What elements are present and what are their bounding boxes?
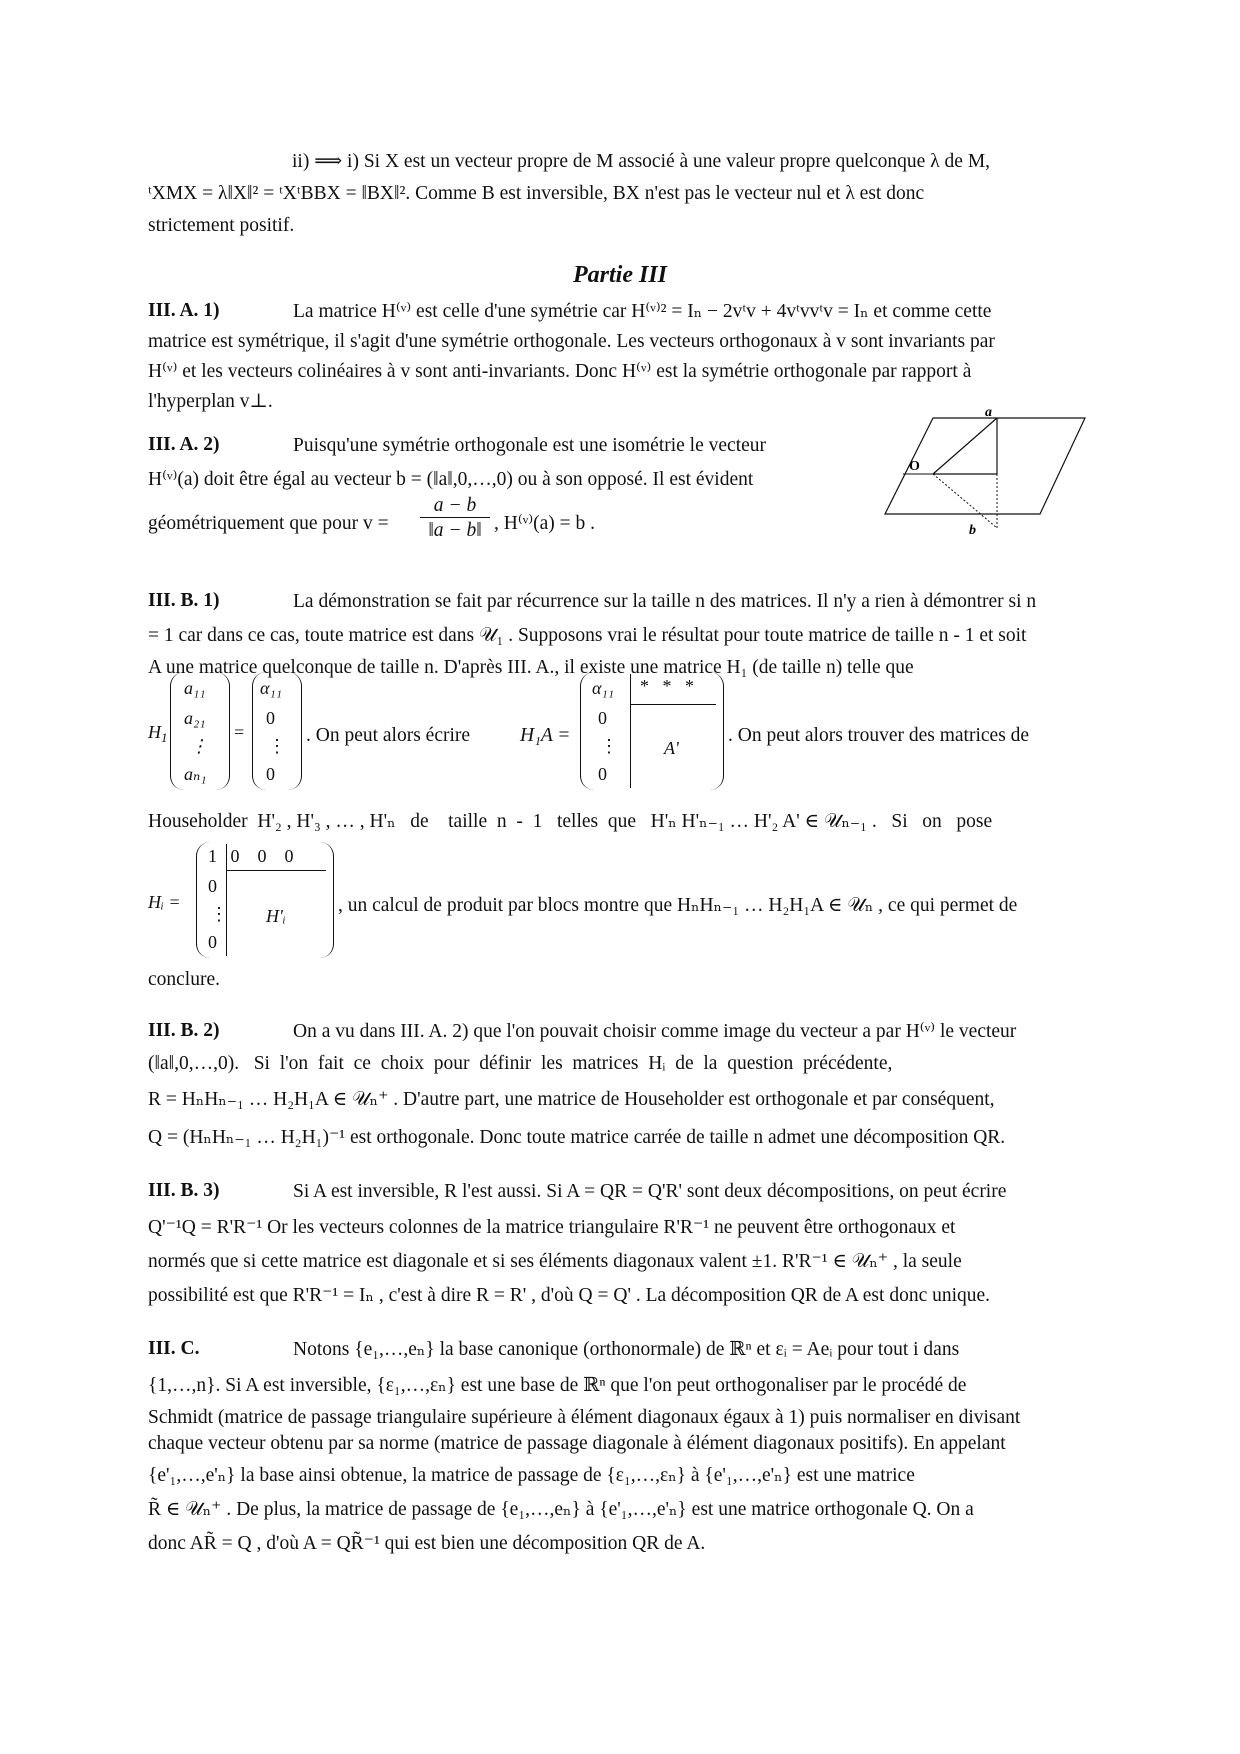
iiib1-conclude: conclure. (148, 969, 221, 990)
iiib1-line-3: A une matrice quelconque de taille n. D'après III. A., il existe une matrice H₁ (de taille n) telle que (148, 657, 914, 678)
h-prime-i-block: H'ᵢ (266, 906, 286, 926)
hi-first-row: 1 0 0 0 (208, 846, 294, 866)
an1-cell: aₙ₁ (184, 764, 207, 784)
frac-numerator: a − b (420, 495, 490, 518)
iiia1-line-4: l'hyperplan v⊥. (148, 391, 273, 412)
zero-cell: 0 (598, 708, 607, 728)
block-divider-vertical (630, 674, 631, 788)
iiia2-line-3b: , H⁽ᵛ⁾(a) = b . (494, 513, 596, 534)
a21-cell: a₂₁ (184, 708, 206, 728)
alpha11-cell: α₁₁ (260, 678, 282, 698)
label-o: O (909, 459, 920, 474)
iiia2-line-2: H⁽ᵛ⁾(a) doit être égal au vecteur b = (‖a‖,0,…,0) ou à son opposé. Il est évident (148, 469, 754, 490)
vector-b-line (933, 474, 997, 528)
iiia2-line-1: Puisqu'une symétrie orthogonale est une isométrie le vecteur (293, 435, 767, 456)
iiib1-after-m3: , un calcul de produit par blocs montre que HₙHₙ₋₁ … H₂H₁A ∈ 𝒰ₙ , ce qui permet de (338, 895, 1018, 916)
section-label-iiib3: III. B. 3) (148, 1180, 220, 1201)
section-label-iiia2: III. A. 2) (148, 434, 220, 455)
equals-sign: = (234, 722, 245, 742)
alpha11-cell: α₁₁ (592, 678, 614, 698)
vdots-cell: ⋮ (600, 736, 618, 756)
label-b: b (969, 523, 976, 538)
page-title: Partie III (572, 262, 667, 288)
reflection-figure (885, 405, 1085, 538)
section-label-iiib1: III. B. 1) (148, 590, 220, 611)
h1-symbol: $H_1$ (148, 722, 168, 745)
vdots-cell: ⋮ (210, 904, 228, 924)
block-divider-vertical (226, 844, 227, 956)
intro-line-3: strictement positif. (148, 215, 295, 236)
zero-cell: 0 (598, 764, 607, 784)
iiia1-line-1: La matrice H⁽ᵛ⁾ est celle d'une symétrie car H⁽ᵛ⁾² = Iₙ − 2vᵗv + 4vᵗvvᵗv = Iₙ et comme cette (293, 301, 992, 322)
intro-line-2: ᵗXMX = λ‖X‖² = ᵗXᵗBBX = ‖BX‖². Comme B est inversible, BX n'est pas le vecteur nul et λ est donc (148, 183, 925, 204)
vdots-cell: ⋮ (190, 736, 208, 756)
iiib1-line-2: = 1 car dans ce cas, toute matrice est dans 𝒰₁ . Supposons vrai le résultat pour toute matrice de taille n - 1 et soit (148, 625, 1027, 646)
block-divider-horizontal (226, 870, 326, 871)
iiib3-line-2: Q'⁻¹Q = R'R⁻¹ Or les vecteurs colonnes de la matrice triangulaire R'R⁻¹ ne peuvent être orthogonaux et (148, 1217, 956, 1238)
a-prime-block: A' (664, 738, 679, 758)
iiib3-line-4: possibilité est que R'R⁻¹ = Iₙ , c'est à dire R = R' , d'où Q = Q' . La décomposition QR de A est donc unique. (148, 1285, 991, 1306)
section-label-iiib2: III. B. 2) (148, 1020, 220, 1041)
iiib1-after-m2: . On peut alors trouver des matrices de (728, 725, 1030, 746)
iiib3-line-1: Si A est inversible, R l'est aussi. Si A = QR = Q'R' sont deux décompositions, on peut écrire (293, 1181, 1007, 1202)
zero-cell: 0 (208, 932, 217, 952)
hi-label: Hᵢ = (148, 892, 181, 912)
h1a-label: H₁A = (520, 725, 571, 746)
iiic-line-2: {1,…,n}. Si A est inversible, {ε₁,…,εₙ} est une base de ℝⁿ que l'on peut orthogonaliser par le procédé de (148, 1375, 967, 1396)
label-a: a (985, 405, 992, 420)
iiib1-mid-text: . On peut alors écrire (306, 725, 471, 746)
a11-cell: a₁₁ (184, 678, 206, 698)
iiic-line-6: R̃ ∈ 𝒰ₙ⁺ . De plus, la matrice de passage de {e₁,…,eₙ} à {e'₁,…,e'ₙ} est une matrice orthogonale Q. On a (148, 1499, 974, 1520)
section-label-iiic: III. C. (148, 1338, 200, 1359)
iiib1-line-1: La démonstration se fait par récurrence sur la taille n des matrices. Il n'y a rien à démontrer si n (293, 591, 1037, 612)
iiic-line-4: chaque vecteur obtenu par sa norme (matrice de passage diagonale à élément diagonaux positifs). En appelant (148, 1433, 1006, 1454)
vdots-cell: ⋮ (268, 736, 286, 756)
iiic-line-7: donc AR̃ = Q , d'où A = QR̃⁻¹ qui est bien une décomposition QR de A. (148, 1533, 706, 1554)
iiib2-line-1: On a vu dans III. A. 2) que l'on pouvait choisir comme image du vecteur a par H⁽ᵛ⁾ le vecteur (293, 1021, 1017, 1042)
householder-line: Householder H'₂ , H'₃ , … , H'ₙ de taille n - 1 telles que H'ₙ H'ₙ₋₁ … H'₂ A' ∈ 𝒰ₙ₋₁ . Si on pose (148, 811, 993, 832)
iiic-line-1: Notons {e₁,…,eₙ} la base canonique (orthonormale) de ℝⁿ et εᵢ = Aeᵢ pour tout i dans (293, 1339, 960, 1360)
iiib2-line-4: Q = (HₙHₙ₋₁ … H₂H₁)⁻¹ est orthogonale. Donc toute matrice carrée de taille n admet une décomposition QR. (148, 1127, 1006, 1148)
iiia2-line-3a: géométriquement que pour v = (148, 513, 389, 534)
block-divider-horizontal (630, 704, 716, 705)
zero-cell: 0 (208, 876, 217, 896)
iiic-line-3: Schmidt (matrice de passage triangulaire supérieure à élément diagonaux égaux à 1) puis normaliser en divisant (148, 1407, 1021, 1428)
frac-denominator: ‖a − b‖ (428, 520, 482, 541)
iiic-line-5: {e'₁,…,e'ₙ} la base ainsi obtenue, la matrice de passage de {ε₁,…,εₙ} à {e'₁,…,e'ₙ} est une matrice (148, 1465, 915, 1486)
zero-cell: 0 (266, 764, 275, 784)
star-row: * * * (640, 676, 694, 696)
section-label-iiia1: III. A. 1) (148, 300, 220, 321)
iiia1-line-3: H⁽ᵛ⁾ et les vecteurs colinéaires à v sont anti-invariants. Donc H⁽ᵛ⁾ est la symétrie orthogonale par rapport à (148, 361, 972, 382)
zero-cell: 0 (266, 708, 275, 728)
iiib3-line-3: normés que si cette matrice est diagonale et si ses éléments diagonaux valent ±1. R'R⁻¹ ∈ 𝒰ₙ⁺ , la seule (148, 1251, 962, 1272)
iiia1-line-2: matrice est symétrique, il s'agit d'une symétrie orthogonale. Les vecteurs orthogonaux à v sont invariants par (148, 331, 995, 352)
iiib2-line-2: (‖a‖,0,…,0). Si l'on fait ce choix pour définir les matrices Hᵢ de la question précédente, (148, 1053, 893, 1074)
intro-line-1: ii) ⟹ i) Si X est un vecteur propre de M associé à une valeur propre quelconque λ de M, (292, 151, 991, 172)
iiib2-line-3: R = HₙHₙ₋₁ … H₂H₁A ∈ 𝒰ₙ⁺ . D'autre part, une matrice de Householder est orthogonale et par conséquent, (148, 1089, 995, 1110)
vector-a-line (933, 418, 997, 474)
